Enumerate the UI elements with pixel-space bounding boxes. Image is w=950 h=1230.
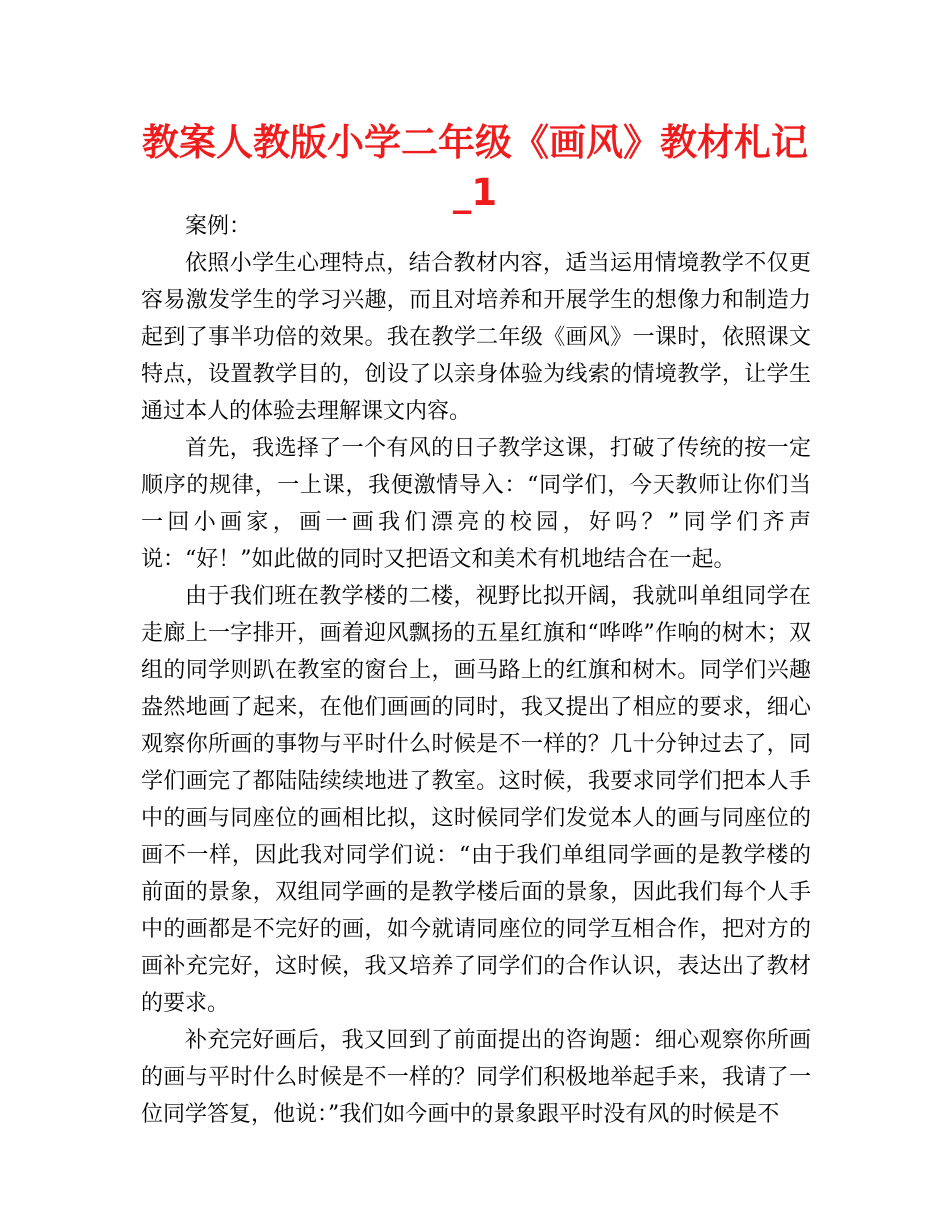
paragraph: 首先，我选择了一个有风的日子教学这课，打破了传统的按一定顺序的规律，一上课，我便激情导入：“同学们，今天教师让你们当一回小画家，画一画我们漂亮的校园，好吗？”同学们齐声说：“好！”如此做的同时又把语文和美术有机地结合在一起。 (141, 436, 811, 572)
paragraph: 由于我们班在教学楼的二楼，视野比拟开阔，我就叫单组同学在走廊上一字排开，画着迎风飘扬的五星红旗和“哗哗”作响的树木；双组的同学则趴在教室的窗台上，画马路上的红旗和树木。同学们兴趣盎然地画了起来，在他们画画的同时，我又提出了相应的要求，细心观察你所画的事物与平时什么时候是不一样的？几十分钟过去了，同学们画完了都陆陆续续地进了教室。这时候，我要求同学们把本人手中的画与同座位的画相比拟，这时候同学们发觉本人的画与同座位的画不一样，因此我对同学们说：“由于我们单组同学画的是教学楼的前面的景象，双组同学画的是教学楼后面的景象，因此我们每个人手中的画都是不完好的画，如今就请同座位的同学互相合作，把对方的画补充完好，这时候，我又培养了同学们的合作认识，表达出了教材的要求。 (141, 584, 811, 1016)
paragraph: 补充完好画后，我又回到了前面提出的咨询题：细心观察你所画的画与平时什么时候是不一样的？同学们积极地举起手来，我请了一位同学答复，他说：”我们如今画中的景象跟平时没有风的时候是不 (141, 1028, 811, 1127)
paragraph-label: 案例： (185, 214, 252, 239)
document-body (141, 208, 811, 1133)
document-title: 教案人教版小学二年级《画风》教材札记_1 (142, 121, 808, 214)
paragraph: 依照小学生心理特点，结合教材内容，适当运用情境教学不仅更容易激发学生的学习兴趣，而且对培养和开展学生的想像力和制造力起到了事半功倍的效果。我在教学二年级《画风》一课时，依照课文特点，设置教学目的，创设了以亲身体验为线索的情境教学，让学生通过本人的体验去理解课文内容。 (141, 251, 811, 424)
